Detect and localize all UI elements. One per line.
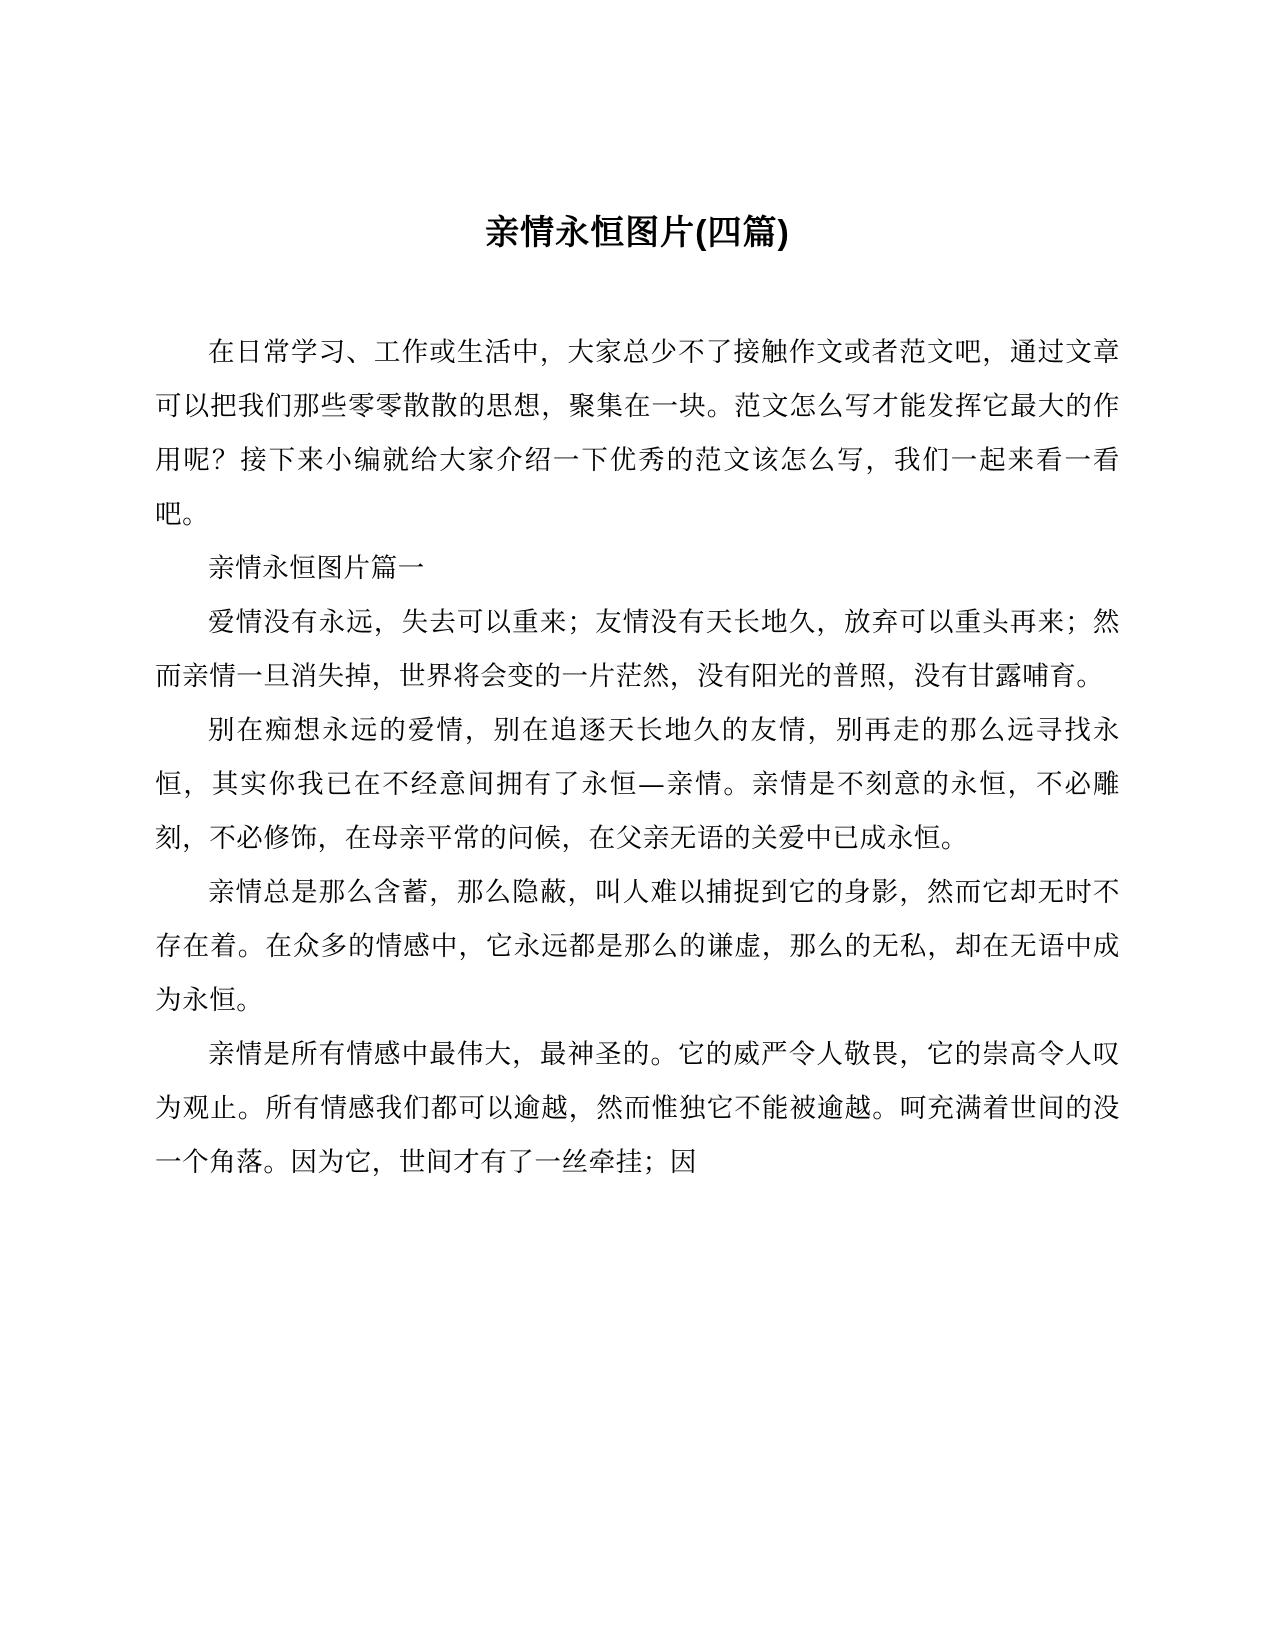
document-body: [155, 326, 1120, 1190]
page-title: 亲情永恒图片(四篇): [485, 214, 790, 252]
paragraph-intro: 在日常学习、工作或生活中，大家总少不了接触作文或者范文吧，通过文章可以把我们那些零零散散的思想，聚集在一块。范文怎么写才能发挥它最大的作用呢？接下来小编就给大家介绍一下优秀的范文该怎么写，我们一起来看一看吧。: [155, 337, 1120, 530]
paragraph-4: 亲情是所有情感中最伟大，最神圣的。它的威严令人敬畏，它的崇高令人叹为观止。所有情感我们都可以逾越，然而惟独它不能被逾越。呵充满着世间的没一个角落。因为它，世间才有了一丝牵挂；因: [155, 1039, 1120, 1178]
paragraph-3: 亲情总是那么含蓄，那么隐蔽，叫人难以捕捉到它的身影，然而它却无时不存在着。在众多的情感中，它永远都是那么的谦虚，那么的无私，却在无语中成为永恒。: [155, 877, 1120, 1016]
paragraph-1: 爱情没有永远，失去可以重来；友情没有天长地久，放弃可以重头再来；然而亲情一旦消失掉，世界将会变的一片茫然，没有阳光的普照，没有甘露哺育。: [155, 607, 1120, 692]
paragraph-2: 别在痴想永远的爱情，别在追逐天长地久的友情，别再走的那么远寻找永恒，其实你我已在不经意间拥有了永恒—亲情。亲情是不刻意的永恒，不必雕刻，不必修饰，在母亲平常的问候，在父亲无语的关爱中已成永恒。: [155, 715, 1120, 854]
section-heading-1: 亲情永恒图片篇一: [208, 553, 425, 584]
